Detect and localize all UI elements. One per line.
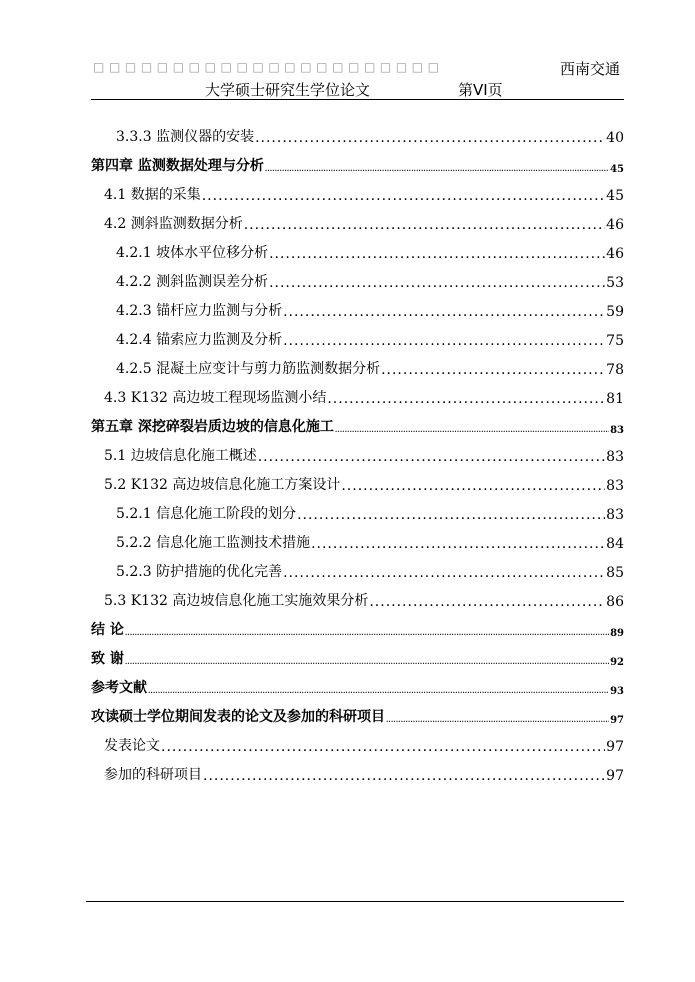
toc-entry[interactable]	[91, 238, 624, 267]
toc-entry-label: 3.3.3 监测仪器的安装	[116, 129, 255, 145]
toc-entry[interactable]	[91, 325, 624, 354]
toc-leader-dots	[148, 686, 609, 695]
toc-leader-dots	[244, 217, 605, 233]
toc-entry[interactable]	[91, 528, 624, 557]
toc-entry-page: 84	[606, 536, 624, 552]
toc-entry-label: 4.1 数据的采集	[104, 187, 201, 203]
toc-leader-dots	[269, 246, 605, 262]
toc-entry[interactable]	[91, 122, 624, 151]
toc-entry-label: 5.2.1 信息化施工阶段的划分	[116, 506, 297, 522]
toc-entry[interactable]	[91, 615, 624, 644]
toc-entry[interactable]	[91, 354, 624, 383]
toc-entry-page: 93	[610, 686, 624, 697]
toc-entry-page: 83	[606, 507, 624, 523]
toc-leader-dots	[258, 449, 605, 465]
toc-entry[interactable]	[91, 702, 624, 731]
toc-entry[interactable]	[91, 180, 624, 209]
toc-entry-label: 4.2.3 锚杆应力监测与分析	[116, 303, 283, 319]
toc-entry[interactable]	[91, 151, 624, 180]
toc-entry-label: 5.2.2 信息化施工监测技术措施	[116, 535, 311, 551]
toc-entry[interactable]	[91, 644, 624, 673]
toc-entry[interactable]	[91, 557, 624, 586]
toc-entry-label: 发表论文	[104, 738, 160, 754]
toc-entry-page: 45	[610, 164, 624, 175]
table-of-contents	[91, 122, 624, 789]
toc-entry[interactable]	[91, 441, 624, 470]
toc-leader-dots	[283, 333, 605, 349]
toc-entry-label: 4.2.5 混凝土应变计与剪力筋监测数据分析	[116, 361, 381, 377]
footer-rule	[86, 901, 624, 902]
toc-leader-dots	[265, 164, 609, 173]
toc-entry-page: 46	[606, 246, 624, 262]
toc-leader-dots	[381, 362, 605, 378]
toc-entry-page: 97	[606, 768, 624, 784]
toc-leader-dots	[341, 478, 605, 494]
toc-entry[interactable]	[91, 470, 624, 499]
toc-entry[interactable]	[91, 760, 624, 789]
toc-entry-label: 5.1 边坡信息化施工概述	[104, 448, 257, 464]
toc-entry-page: 83	[610, 425, 624, 436]
toc-leader-dots	[297, 507, 605, 523]
toc-leader-dots	[327, 391, 605, 407]
toc-entry-page: 92	[610, 657, 624, 668]
toc-entry-page: 97	[606, 739, 624, 755]
toc-entry-label: 4.2.4 锚索应力监测及分析	[116, 332, 283, 348]
toc-entry-label: 第五章 深挖碎裂岩质边坡的信息化施工	[91, 419, 334, 435]
toc-leader-dots	[202, 188, 605, 204]
toc-leader-dots	[125, 628, 609, 637]
header-rule	[91, 99, 624, 100]
toc-entry[interactable]	[91, 731, 624, 760]
toc-leader-dots	[386, 715, 609, 724]
toc-entry-page: 86	[606, 594, 624, 610]
toc-entry-page: 59	[606, 304, 624, 320]
toc-entry-page: 81	[606, 391, 624, 407]
toc-entry[interactable]	[91, 209, 624, 238]
toc-entry-label: 5.2.3 防护措施的优化完善	[116, 564, 283, 580]
toc-entry-page: 85	[606, 565, 624, 581]
toc-leader-dots	[203, 768, 605, 784]
toc-entry-label: 参加的科研项目	[104, 767, 202, 783]
toc-entry-page: 83	[606, 449, 624, 465]
toc-entry[interactable]	[91, 267, 624, 296]
toc-entry-page: 75	[606, 333, 624, 349]
toc-entry-page: 89	[610, 628, 624, 639]
toc-leader-dots	[283, 304, 605, 320]
toc-leader-dots	[269, 275, 605, 291]
toc-leader-dots	[255, 130, 605, 146]
toc-leader-dots	[311, 536, 605, 552]
toc-entry-page: 97	[610, 715, 624, 726]
toc-entry-page: 45	[606, 188, 624, 204]
toc-entry-page: 78	[606, 362, 624, 378]
toc-entry-label: 参考文献	[91, 680, 147, 696]
toc-entry-label: 5.2 K132 高边坡信息化施工方案设计	[104, 477, 341, 493]
toc-entry-label: 第四章 监测数据处理与分析	[91, 158, 264, 174]
toc-entry-label: 4.3 K132 高边坡工程现场监测小结	[104, 390, 327, 406]
toc-entry[interactable]	[91, 499, 624, 528]
toc-entry-label: 4.2.2 测斜监测误差分析	[116, 274, 269, 290]
toc-entry[interactable]	[91, 296, 624, 325]
toc-entry[interactable]	[91, 383, 624, 412]
header-page-number: 第VI页	[458, 81, 503, 99]
toc-entry[interactable]	[91, 586, 624, 615]
header-placeholder-glyphs: □□□□□□□□□□□□□□□□□□□□□□	[93, 60, 444, 74]
header-school-name: 西南交通	[559, 60, 620, 78]
toc-entry-page: 53	[606, 275, 624, 291]
toc-entry-label: 4.2 测斜监测数据分析	[104, 216, 243, 232]
toc-entry-label: 攻读硕士学位期间发表的论文及参加的科研项目	[91, 709, 385, 725]
toc-leader-dots	[125, 657, 609, 666]
toc-entry[interactable]	[91, 412, 624, 441]
toc-entry-label: 致 谢	[91, 651, 124, 667]
toc-entry-label: 5.3 K132 高边坡信息化施工实施效果分析	[104, 593, 369, 609]
toc-entry-page: 46	[606, 217, 624, 233]
toc-entry-label: 4.2.1 坡体水平位移分析	[116, 245, 269, 261]
toc-entry-label: 结 论	[91, 622, 124, 638]
toc-leader-dots	[335, 425, 609, 434]
toc-entry-page: 83	[606, 478, 624, 494]
header-thesis-title: 大学硕士研究生学位论文	[205, 81, 371, 99]
toc-entry[interactable]	[91, 673, 624, 702]
toc-leader-dots	[369, 594, 605, 610]
toc-leader-dots	[161, 739, 605, 755]
toc-entry-page: 40	[606, 130, 624, 146]
toc-leader-dots	[283, 565, 605, 581]
